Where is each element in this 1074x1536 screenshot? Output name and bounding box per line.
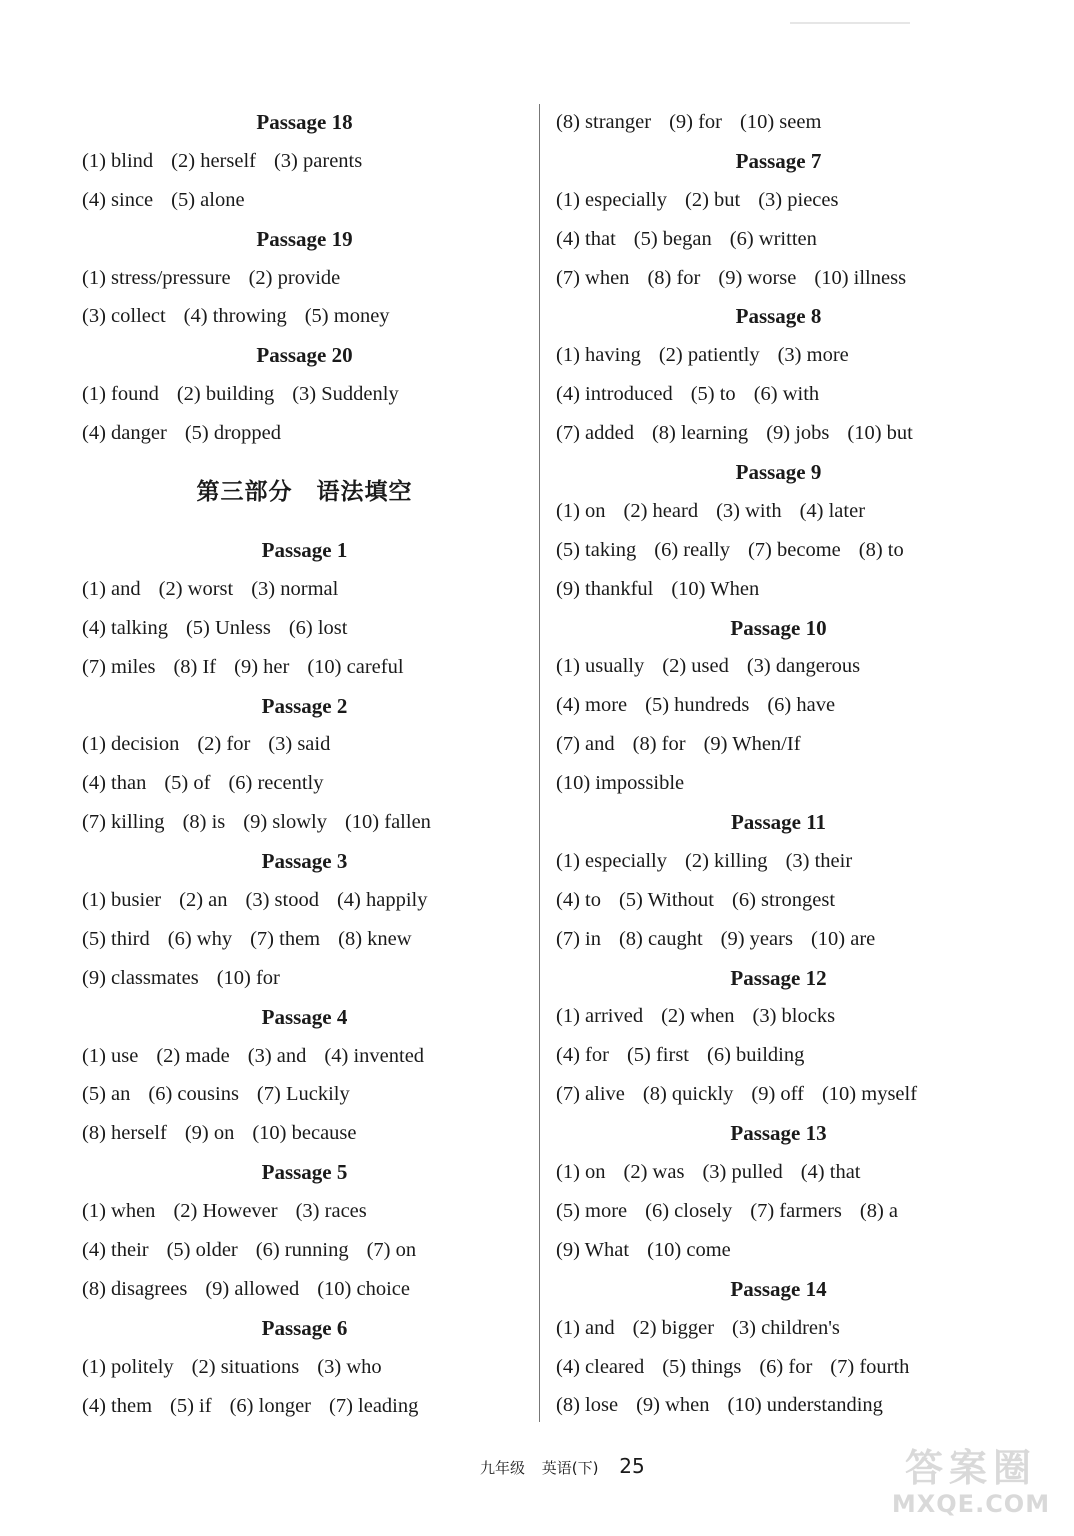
answer-item: (10) impossible bbox=[556, 772, 685, 795]
answer-item: (1) busier bbox=[82, 889, 162, 912]
answer-item: (4) them bbox=[82, 1394, 153, 1417]
answer-item: (4) invented bbox=[324, 1044, 425, 1067]
answer-line bbox=[556, 725, 1001, 764]
answer-item: (7) fourth bbox=[830, 1355, 910, 1378]
page-footer bbox=[480, 1449, 645, 1483]
answer-item: (6) building bbox=[707, 1044, 805, 1067]
answer-line bbox=[82, 297, 527, 336]
answer-line bbox=[82, 1231, 527, 1270]
answer-line bbox=[556, 259, 1001, 298]
answer-item: (10) because bbox=[252, 1122, 357, 1145]
answer-item: (4) than bbox=[82, 772, 147, 795]
answer-item: (8) stranger bbox=[556, 111, 652, 133]
answer-item: (10) understanding bbox=[727, 1394, 883, 1417]
passage-heading: Passage 14 bbox=[730, 1276, 827, 1301]
answer-line bbox=[556, 997, 1001, 1036]
answer-item: (1) on bbox=[556, 1161, 606, 1184]
answer-item: (9) classmates bbox=[82, 966, 199, 989]
answer-item: (3) who bbox=[317, 1355, 382, 1378]
answer-item: (1) especially bbox=[556, 849, 667, 872]
answer-line bbox=[556, 1036, 1001, 1075]
page-number: 25 bbox=[619, 1454, 645, 1478]
answer-item: (4) that bbox=[800, 1161, 861, 1184]
answer-line bbox=[82, 764, 527, 803]
answer-line bbox=[82, 803, 527, 842]
answer-item: (10) illness bbox=[814, 266, 907, 289]
watermark-glyphs: 答案圈 bbox=[904, 1446, 1037, 1490]
answer-item: (5) an bbox=[82, 1083, 131, 1106]
passage-heading: Passage 6 bbox=[261, 1315, 348, 1340]
answer-line bbox=[556, 103, 1001, 142]
answer-item: (1) when bbox=[82, 1200, 156, 1223]
answer-item: (3) stood bbox=[245, 889, 319, 912]
answer-item: (7) in bbox=[556, 927, 601, 950]
answer-line bbox=[82, 959, 527, 998]
answer-line bbox=[82, 609, 527, 648]
answer-item: (8) is bbox=[182, 811, 226, 834]
answer-item: (1) on bbox=[556, 499, 606, 522]
passage-heading: Passage 4 bbox=[261, 1004, 348, 1029]
answer-item: (2) heard bbox=[623, 499, 699, 522]
answer-item: (10) choice bbox=[317, 1277, 411, 1300]
answer-item: (2) but bbox=[685, 188, 741, 211]
answer-item: (1) use bbox=[82, 1044, 139, 1067]
answer-item: (6) strongest bbox=[732, 888, 836, 911]
answer-item: (4) more bbox=[556, 694, 628, 717]
answer-item: (3) children's bbox=[732, 1316, 840, 1339]
answer-item: (6) for bbox=[759, 1355, 813, 1378]
answer-item: (9) on bbox=[184, 1122, 235, 1145]
answer-item: (7) on bbox=[366, 1239, 417, 1262]
answer-item: (8) lose bbox=[556, 1394, 619, 1417]
answer-item: (4) danger bbox=[82, 422, 167, 445]
answer-item: (7) and bbox=[556, 733, 615, 756]
answer-item: (4) to bbox=[556, 888, 601, 911]
passage-heading: Passage 12 bbox=[730, 965, 827, 990]
answer-item: (7) added bbox=[556, 422, 634, 445]
passage-heading: Passage 20 bbox=[256, 343, 353, 368]
answer-line bbox=[82, 414, 527, 453]
answer-item: (10) fallen bbox=[344, 811, 431, 834]
answer-item: (8) herself bbox=[82, 1122, 167, 1145]
answer-line bbox=[556, 570, 1001, 609]
answer-line bbox=[556, 414, 1001, 453]
right-answer-column bbox=[556, 103, 1001, 1425]
answer-item: (6) really bbox=[654, 538, 730, 561]
answer-item: (2) worst bbox=[158, 577, 234, 600]
answer-item: (6) cousins bbox=[148, 1083, 239, 1106]
passage-heading: Passage 19 bbox=[256, 226, 353, 251]
answer-item: (3) pulled bbox=[702, 1161, 783, 1184]
passage-heading: Passage 18 bbox=[256, 110, 353, 134]
answer-item: (4) talking bbox=[82, 616, 168, 639]
answer-item: (4) cleared bbox=[556, 1355, 645, 1378]
answer-item: (6) with bbox=[753, 383, 820, 406]
answer-item: (5) things bbox=[662, 1355, 742, 1378]
answer-item: (9) for bbox=[669, 111, 722, 133]
answer-item: (4) that bbox=[556, 227, 616, 250]
answer-item: (5) Without bbox=[618, 888, 715, 911]
answer-item: (9) jobs bbox=[766, 422, 830, 445]
answer-item: (2) used bbox=[662, 655, 729, 678]
answer-item: (3) more bbox=[777, 344, 849, 367]
answer-item: (10) are bbox=[810, 927, 876, 950]
answer-line bbox=[556, 492, 1001, 531]
top-edge-mark bbox=[790, 22, 910, 24]
answer-line bbox=[82, 570, 527, 609]
answer-item: (7) miles bbox=[82, 655, 156, 678]
answer-item: (9) thankful bbox=[556, 577, 654, 600]
answer-item: (5) first bbox=[626, 1044, 689, 1067]
answer-item: (6) recently bbox=[228, 772, 324, 795]
answer-item: (1) politely bbox=[82, 1355, 174, 1378]
answer-item: (9) slowly bbox=[243, 811, 327, 834]
answer-item: (3) said bbox=[268, 733, 331, 756]
answer-item: (3) normal bbox=[251, 577, 339, 600]
answer-item: (1) especially bbox=[556, 188, 667, 211]
answer-item: (5) older bbox=[166, 1239, 238, 1262]
answer-item: (7) Luckily bbox=[256, 1083, 350, 1106]
answer-item: (6) have bbox=[767, 694, 836, 717]
answer-item: (5) began bbox=[633, 227, 712, 250]
passage-heading: Passage 11 bbox=[730, 810, 827, 835]
passage-heading: Passage 2 bbox=[261, 693, 348, 718]
watermark-logo bbox=[876, 1446, 1066, 1528]
column-divider bbox=[539, 104, 540, 1422]
answer-item: (2) patiently bbox=[658, 344, 760, 367]
answer-item: (5) taking bbox=[556, 538, 637, 561]
answer-item: (2) bigger bbox=[632, 1316, 715, 1339]
answer-item: (3) blocks bbox=[752, 1005, 836, 1028]
passage-heading: Passage 10 bbox=[730, 615, 827, 640]
answer-item: (7) farmers bbox=[750, 1199, 842, 1222]
answer-item: (10) come bbox=[647, 1238, 731, 1261]
answer-item: (8) disagrees bbox=[82, 1277, 188, 1300]
answer-item: (8) quickly bbox=[642, 1083, 734, 1106]
answer-line bbox=[556, 220, 1001, 259]
footer-grade: 九年级 bbox=[480, 1459, 526, 1477]
answer-item: (8) for bbox=[632, 733, 686, 756]
answer-item: (8) a bbox=[859, 1199, 899, 1222]
answer-item: (5) dropped bbox=[184, 422, 282, 445]
answer-item: (5) hundreds bbox=[645, 694, 750, 717]
answer-item: (8) knew bbox=[338, 927, 412, 950]
answer-item: (9) When/If bbox=[703, 733, 801, 756]
answer-item: (6) why bbox=[167, 927, 233, 950]
answer-line bbox=[82, 375, 527, 414]
answer-item: (10) seem bbox=[740, 111, 822, 133]
answer-item: (3) pieces bbox=[758, 188, 839, 211]
answer-item: (4) their bbox=[82, 1239, 149, 1262]
answer-item: (9) allowed bbox=[205, 1277, 300, 1300]
answer-item: (2) was bbox=[623, 1161, 685, 1184]
answer-item: (8) If bbox=[173, 655, 217, 678]
answer-item: (7) when bbox=[556, 266, 630, 289]
answer-item: (7) alive bbox=[556, 1083, 625, 1106]
answer-item: (9) when bbox=[636, 1394, 710, 1417]
answer-item: (10) for bbox=[216, 966, 280, 989]
answer-item: (6) lost bbox=[288, 616, 348, 639]
answer-line bbox=[556, 375, 1001, 414]
answer-item: (4) throwing bbox=[183, 305, 287, 328]
answer-line bbox=[556, 881, 1001, 920]
answer-item: (3) races bbox=[295, 1200, 367, 1223]
answer-line bbox=[556, 764, 1001, 803]
answer-item: (5) if bbox=[170, 1394, 212, 1417]
answer-item: (6) longer bbox=[229, 1394, 311, 1417]
answer-line bbox=[82, 1348, 527, 1387]
answer-item: (1) arrived bbox=[556, 1005, 644, 1028]
answer-line bbox=[82, 1192, 527, 1231]
answer-item: (1) and bbox=[556, 1316, 615, 1339]
answer-item: (5) more bbox=[556, 1199, 628, 1222]
answer-item: (6) written bbox=[729, 227, 817, 250]
passage-heading: Passage 7 bbox=[735, 148, 822, 173]
passage-heading: Passage 9 bbox=[735, 460, 822, 485]
answer-item: (5) of bbox=[164, 772, 211, 795]
answer-item: (4) later bbox=[799, 499, 866, 522]
answer-item: (2) However bbox=[173, 1200, 278, 1223]
answer-line bbox=[556, 842, 1001, 881]
answer-item: (7) become bbox=[747, 538, 841, 561]
passage-heading: Passage 5 bbox=[261, 1160, 348, 1185]
answer-item: (8) learning bbox=[651, 422, 749, 445]
answer-item: (5) Unless bbox=[185, 616, 271, 639]
answer-line bbox=[556, 336, 1001, 375]
answer-item: (1) blind bbox=[82, 149, 154, 172]
answer-item: (9) years bbox=[720, 927, 793, 950]
answer-item: (4) happily bbox=[336, 889, 428, 912]
answer-item: (1) stress/pressure bbox=[82, 266, 231, 289]
answer-line bbox=[82, 1114, 527, 1153]
answer-item: (3) parents bbox=[273, 149, 363, 172]
passage-heading: Passage 1 bbox=[261, 538, 348, 563]
answer-item: (8) for bbox=[647, 266, 701, 289]
answer-item: (1) and bbox=[82, 577, 141, 600]
answer-item: (9) off bbox=[751, 1083, 804, 1106]
answer-item: (2) situations bbox=[191, 1355, 300, 1378]
answer-line bbox=[556, 1386, 1001, 1425]
answer-item: (2) an bbox=[179, 889, 228, 912]
answer-item: (8) to bbox=[858, 538, 904, 561]
answer-item: (1) usually bbox=[556, 655, 645, 678]
answer-item: (4) since bbox=[82, 188, 154, 211]
answer-item: (7) them bbox=[250, 927, 321, 950]
answer-item: (1) found bbox=[82, 383, 159, 406]
answer-item: (2) when bbox=[661, 1005, 735, 1028]
answer-line bbox=[556, 920, 1001, 959]
answer-line bbox=[82, 1387, 527, 1426]
answer-item: (3) their bbox=[785, 849, 853, 872]
answer-item: (6) running bbox=[255, 1239, 349, 1262]
answer-line bbox=[556, 531, 1001, 570]
footer-subject: 英语(下) bbox=[541, 1459, 599, 1477]
answer-item: (5) alone bbox=[171, 188, 245, 211]
passage-heading: Passage 3 bbox=[261, 849, 348, 874]
answer-item: (1) decision bbox=[82, 733, 180, 756]
answer-line bbox=[556, 1192, 1001, 1231]
answer-line bbox=[82, 181, 527, 220]
answer-line bbox=[82, 259, 527, 298]
answer-line bbox=[556, 1348, 1001, 1387]
answer-line bbox=[556, 1075, 1001, 1114]
answer-item: (10) myself bbox=[821, 1083, 918, 1106]
answer-item: (5) third bbox=[82, 927, 150, 950]
left-answer-column bbox=[82, 103, 527, 1426]
answer-line bbox=[82, 1270, 527, 1309]
answer-item: (2) made bbox=[156, 1044, 230, 1067]
answer-item: (10) When bbox=[671, 577, 760, 600]
answer-item: (3) collect bbox=[82, 305, 166, 328]
watermark-domain: MXQE.COM bbox=[891, 1490, 1051, 1518]
answer-item: (2) building bbox=[176, 383, 275, 406]
answer-item: (9) worse bbox=[718, 266, 797, 289]
answer-item: (3) and bbox=[247, 1044, 307, 1067]
answer-item: (2) provide bbox=[248, 266, 341, 289]
answer-line bbox=[556, 1309, 1001, 1348]
answer-item: (6) closely bbox=[645, 1199, 733, 1222]
answer-item: (1) having bbox=[556, 344, 641, 367]
answer-item: (8) caught bbox=[618, 927, 703, 950]
answer-line bbox=[82, 881, 527, 920]
answer-item: (4) for bbox=[556, 1044, 609, 1067]
answer-item: (5) to bbox=[690, 383, 736, 406]
answer-line bbox=[82, 1075, 527, 1114]
answer-line bbox=[556, 647, 1001, 686]
answer-item: (3) with bbox=[716, 499, 782, 522]
passage-heading: Passage 8 bbox=[735, 304, 822, 329]
section-title: 第三部分 语法填空 bbox=[196, 479, 413, 506]
answer-line bbox=[556, 1153, 1001, 1192]
answer-line bbox=[82, 920, 527, 959]
answer-item: (9) her bbox=[234, 655, 290, 678]
answer-item: (2) for bbox=[197, 733, 251, 756]
answer-item: (7) leading bbox=[329, 1394, 419, 1417]
answer-item: (9) What bbox=[556, 1238, 630, 1261]
answer-item: (10) but bbox=[847, 422, 913, 445]
answer-line bbox=[82, 648, 527, 687]
answer-item: (7) killing bbox=[82, 811, 165, 834]
passage-heading: Passage 13 bbox=[730, 1121, 827, 1146]
answer-item: (3) Suddenly bbox=[292, 383, 399, 406]
answer-line bbox=[82, 725, 527, 764]
answer-item: (4) introduced bbox=[556, 383, 673, 406]
answer-line bbox=[82, 142, 527, 181]
answer-item: (10) careful bbox=[307, 655, 404, 678]
answer-line bbox=[82, 1037, 527, 1076]
answer-line bbox=[556, 1231, 1001, 1270]
answer-line bbox=[556, 181, 1001, 220]
answer-item: (3) dangerous bbox=[746, 655, 861, 678]
answer-item: (2) herself bbox=[171, 149, 256, 172]
answer-item: (5) money bbox=[304, 305, 390, 328]
answer-line bbox=[556, 686, 1001, 725]
answer-item: (2) killing bbox=[685, 849, 768, 872]
